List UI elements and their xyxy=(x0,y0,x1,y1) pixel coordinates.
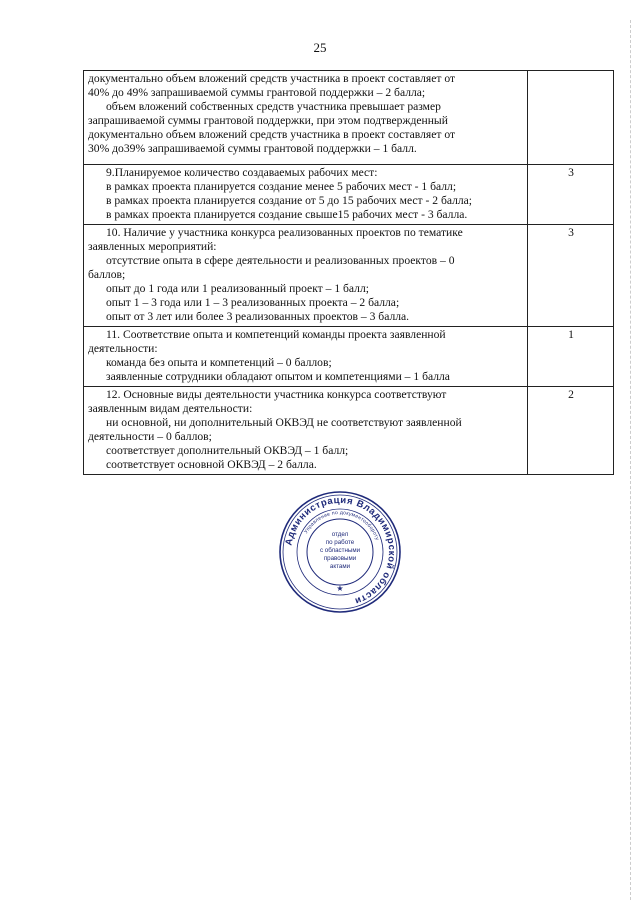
table-row xyxy=(84,225,614,327)
text-line: в рамках проекта планируется создание от 5 до 15 рабочих мест - 2 балла; xyxy=(106,194,473,207)
text-line: документально объем вложений средств участника в проект составляет от xyxy=(88,72,456,85)
criterion-score xyxy=(528,71,614,165)
text-line: в рамках проекта планируется создание свыше15 рабочих мест - 3 балла. xyxy=(106,208,468,221)
criterion-score: 2 xyxy=(528,387,614,475)
criterion-score: 3 xyxy=(528,225,614,327)
text-line: опыт 1 – 3 года или 1 – 3 реализованных проекта – 2 балла; xyxy=(106,296,400,309)
text-line: запрашиваемой суммы грантовой поддержки, при этом подтвержденный xyxy=(88,114,448,127)
text-line: заявленных мероприятий: xyxy=(88,240,217,253)
table-row xyxy=(84,165,614,225)
text-line: 11. Соответствие опыта и компетенций команды проекта заявленной xyxy=(106,328,446,341)
stamp-outer-text: Администрация Владимирской области xyxy=(283,494,398,607)
text-line: 9.Планируемое количество создаваемых рабочих мест: xyxy=(106,166,378,179)
stamp-center-line: с областными xyxy=(319,547,361,554)
text-line: 30% до39% запрашиваемой суммы грантовой поддержки – 1 балл. xyxy=(88,142,417,155)
stamp-center-line: актами xyxy=(329,563,351,570)
text-line: соответствует основной ОКВЭД – 2 балла. xyxy=(106,458,317,471)
stamp-center-line: правовыми xyxy=(323,555,357,562)
text-line: деятельности: xyxy=(88,342,158,355)
text-line: ни основной, ни дополнительный ОКВЭД не соответствуют заявленной xyxy=(106,416,462,429)
table-row xyxy=(84,327,614,387)
table-row xyxy=(84,71,614,165)
table-row xyxy=(84,387,614,475)
text-line: 10. Наличие у участника конкурса реализованных проектов по тематике xyxy=(106,226,463,239)
stamp-inner-text: Управление по документообороту xyxy=(303,509,381,542)
text-line: деятельности – 0 баллов; xyxy=(88,430,212,443)
criterion-description xyxy=(84,165,528,225)
text-line: опыт до 1 года или 1 реализованный проект – 1 балл; xyxy=(106,282,369,295)
criterion-description xyxy=(84,327,528,387)
text-line: в рамках проекта планируется создание менее 5 рабочих мест - 1 балл; xyxy=(106,180,457,193)
text-line: объем вложений собственных средств участника превышает размер xyxy=(106,100,441,113)
criterion-description xyxy=(84,225,528,327)
stamp-center-line: по работе xyxy=(325,539,355,546)
scan-edge-line xyxy=(630,20,632,900)
page-number: 25 xyxy=(313,40,327,55)
official-stamp xyxy=(278,490,402,614)
text-line: отсутствие опыта в сфере деятельности и реализованных проектов – 0 xyxy=(106,254,455,267)
criterion-description xyxy=(84,387,528,475)
text-line: соответствует дополнительный ОКВЭД – 1 балл; xyxy=(106,444,349,457)
criterion-description xyxy=(84,71,528,165)
text-line: документально объем вложений средств участника в проект составляет от xyxy=(88,128,456,141)
text-line: заявленные сотрудники обладают опытом и компетенциями – 1 балла xyxy=(106,370,450,383)
text-line: команда без опыта и компетенций – 0 баллов; xyxy=(106,356,332,369)
star-icon: ★ xyxy=(336,584,344,593)
criterion-score: 3 xyxy=(528,165,614,225)
text-line: 12. Основные виды деятельности участника конкурса соответствуют xyxy=(106,388,447,401)
stamp-center-line: отдел xyxy=(331,531,349,538)
text-line: заявленным видам деятельности: xyxy=(88,402,253,415)
criteria-table xyxy=(83,70,614,475)
criterion-score: 1 xyxy=(528,327,614,387)
text-line: 40% до 49% запрашиваемой суммы грантовой поддержки – 2 балла; xyxy=(88,86,426,99)
text-line: баллов; xyxy=(88,268,126,281)
text-line: опыт от 3 лет или более 3 реализованных проектов – 3 балла. xyxy=(106,310,410,323)
